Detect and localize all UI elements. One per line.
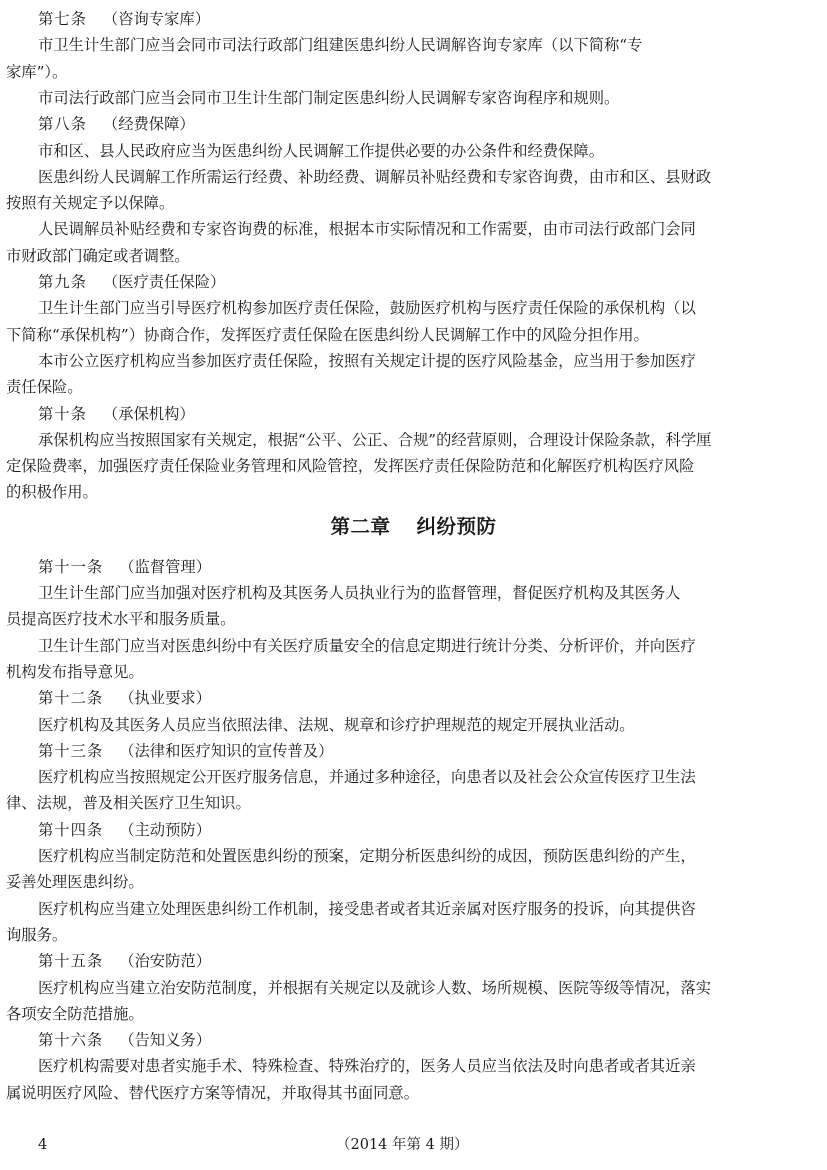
paragraph-line [0, 190, 827, 216]
paragraph-first-line [0, 580, 827, 606]
paragraph-text: 本市公立医疗机构应当参加医疗责任保险，按照有关规定计提的医疗风险基金，应当用于参加医疗 [38, 351, 696, 370]
paragraph-text: 属说明医疗风险、替代医疗方案等情况，并取得其书面同意。 [6, 1083, 420, 1102]
paragraph-first-line [0, 427, 827, 453]
chapter-title: 纠纷预防 [416, 514, 497, 538]
paragraph-text: 员提高医疗技术水平和服务质量。 [6, 610, 236, 629]
article-title: （法律和医疗知识的宣传普及） [119, 741, 334, 760]
paragraph-text: 承保机构应当按照国家有关规定，根据“公平、公正、合规”的经营原则，合理设计保险条款，科学厘 [38, 430, 712, 449]
paragraph-text: 人民调解员补贴经费和专家咨询费的标准，根据本市实际情况和工作需要，由市司法行政部门会同 [38, 220, 696, 239]
article-number: 第九条 [38, 273, 87, 291]
article-number: 第十条 [38, 404, 87, 423]
paragraph-first-line [0, 712, 827, 738]
article-number: 第十六条 [38, 1031, 104, 1050]
article-heading [0, 1027, 827, 1053]
paragraph-line [0, 1001, 827, 1027]
issue-label: （2014 年第 4 期） [336, 1137, 469, 1153]
paragraph-line [0, 479, 827, 505]
paragraph-text: 的积极作用。 [6, 483, 98, 502]
paragraph-text: 医疗机构需要对患者实施手术、特殊检查、特殊治疗的，医务人员应当依法及时向患者或者其近亲 [38, 1057, 696, 1076]
paragraph-text: 律、法规，普及相关医疗卫生知识。 [6, 794, 251, 813]
article-heading [0, 738, 827, 764]
article-title: （告知义务） [119, 1031, 211, 1050]
paragraph-text: 按照有关规定予以保障。 [6, 194, 175, 213]
paragraph-text: 家库”）。 [6, 62, 68, 81]
paragraph-text: 医疗机构及其医务人员应当依照法律、法规、规章和诊疗护理规范的规定开展执业活动。 [38, 715, 635, 734]
article-number: 第十一条 [38, 557, 104, 576]
page-number: 4 [38, 1137, 48, 1153]
paragraph-text: 下简称“承保机构”）协商合作，发挥医疗责任保险在医患纠纷人民调解工作中的风险分担作用。 [6, 325, 649, 344]
article-heading [0, 817, 827, 843]
paragraph-line [0, 453, 827, 479]
paragraph-line [0, 790, 827, 816]
paragraph-line [0, 322, 827, 348]
article-title: （执业要求） [119, 689, 211, 708]
article-heading [0, 111, 827, 137]
article-title: （治安防范） [119, 952, 211, 971]
paragraph-first-line [0, 85, 827, 111]
paragraph-first-line [0, 633, 827, 659]
paragraph-text: 医疗机构应当建立处理医患纠纷工作机制，接受患者或者其近亲属对医疗服务的投诉，向其提供咨 [38, 899, 696, 918]
paragraph-text: 卫生计生部门应当对医患纠纷中有关医疗质量安全的信息定期进行统计分类、分析评价，并向医疗 [38, 636, 696, 655]
paragraph-text: 机构发布指导意见。 [6, 662, 144, 681]
paragraph-first-line [0, 1053, 827, 1079]
paragraph-line [0, 59, 827, 85]
paragraph-text: 市财政部门确定或者调整。 [6, 246, 190, 265]
article-heading [0, 685, 827, 711]
paragraph-line [0, 869, 827, 895]
paragraph-text: 卫生计生部门应当加强对医疗机构及其医务人员执业行为的监督管理，督促医疗机构及其医务人 [38, 584, 681, 602]
article-number: 第十五条 [38, 952, 104, 971]
article-title: （医疗责任保险） [102, 273, 226, 291]
paragraph-text: 妥善处理医患纠纷。 [6, 873, 144, 892]
paragraph-line [0, 659, 827, 685]
paragraph-text: 卫生计生部门应当引导医疗机构参加医疗责任保险，鼓励医疗机构与医疗责任保险的承保机构（以 [38, 299, 696, 318]
paragraph-text: 定保险费率，加强医疗责任保险业务管理和风险管控，发挥医疗责任保险防范和化解医疗机构医疗风险 [6, 457, 695, 476]
paragraph-first-line [0, 138, 827, 164]
chapter-label: 第二章 [330, 514, 391, 538]
paragraph-first-line [0, 896, 827, 922]
paragraph-first-line [0, 164, 827, 190]
article-number: 第十三条 [38, 741, 104, 760]
paragraph-text: 责任保险。 [6, 378, 83, 397]
paragraph-text: 医疗机构应当建立治安防范制度，并根据有关规定以及就诊人数、场所规模、医院等级等情况，落实 [38, 978, 712, 997]
paragraph-text: 医疗机构应当制定防范和处置医患纠纷的预案，定期分析医患纠纷的成因，预防医患纠纷的产生， [38, 847, 696, 865]
article-title: （主动预防） [119, 820, 211, 839]
paragraph-text: 询服务。 [6, 925, 68, 944]
paragraph-first-line [0, 843, 827, 869]
paragraph-text: 市和区、县人民政府应当为医患纠纷人民调解工作提供必要的办公条件和经费保障。 [38, 141, 604, 160]
article-title: （咨询专家库） [102, 10, 210, 28]
article-number: 第八条 [38, 115, 87, 134]
paragraph-first-line [0, 348, 827, 374]
paragraph-line [0, 922, 827, 948]
article-heading [0, 6, 827, 32]
paragraph-line [0, 243, 827, 269]
paragraph-first-line [0, 764, 827, 790]
article-number: 第十四条 [38, 820, 104, 839]
article-number: 第十二条 [38, 689, 104, 708]
article-heading [0, 948, 827, 974]
paragraph-text: 市司法行政部门应当会同市卫生计生部门制定医患纠纷人民调解专家咨询程序和规则。 [38, 88, 620, 107]
chapter-heading [0, 510, 827, 544]
paragraph-text: 医疗机构应当按照规定公开医疗服务信息，并通过多种途径，向患者以及社会公众宣传医疗卫生法 [38, 768, 696, 787]
paragraph-first-line [0, 32, 827, 58]
article-number: 第七条 [38, 10, 87, 28]
article-title: （监督管理） [119, 557, 211, 576]
paragraph-text: 各项安全防范措施。 [6, 1004, 144, 1023]
paragraph-first-line [0, 975, 827, 1001]
article-title: （经费保障） [102, 115, 195, 134]
paragraph-line [0, 1080, 827, 1106]
article-heading [0, 269, 827, 295]
paragraph-text: 医患纠纷人民调解工作所需运行经费、补助经费、调解员补贴经费和专家咨询费，由市和区、县财政 [38, 167, 712, 186]
article-heading [0, 401, 827, 427]
paragraph-first-line [0, 216, 827, 242]
paragraph-text: 市卫生计生部门应当会同市司法行政部门组建医患纠纷人民调解咨询专家库（以下简称“专 [38, 36, 643, 55]
paragraph-line [0, 374, 827, 400]
article-title: （承保机构） [102, 404, 195, 423]
paragraph-first-line [0, 295, 827, 321]
article-heading [0, 554, 827, 580]
paragraph-line [0, 606, 827, 632]
